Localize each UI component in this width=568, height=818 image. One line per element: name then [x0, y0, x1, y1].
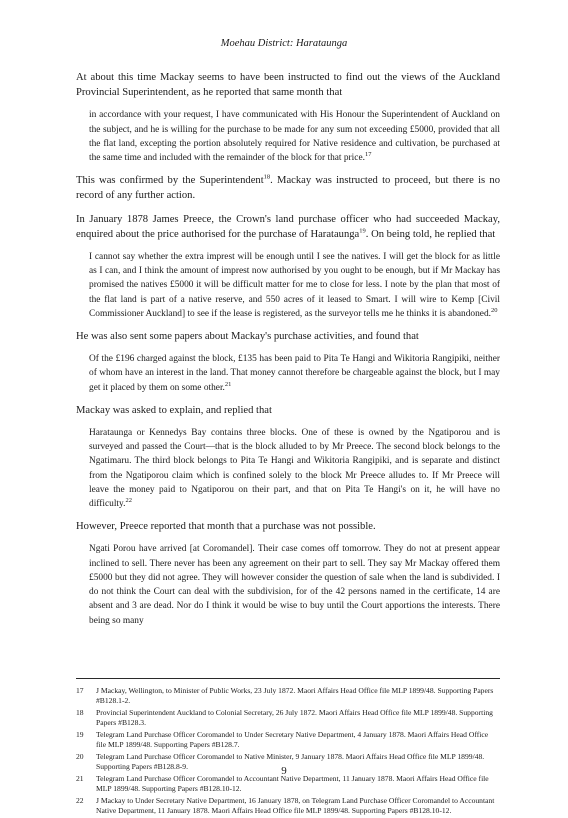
footnote-number: 22	[76, 796, 84, 805]
footnote-ref[interactable]: 20	[491, 306, 498, 314]
block-text: I cannot say whether the extra imprest will be enough until I see the natives. I will get the block for as little as I can, and I think the amount of imprest now authorised by you ought to be enough, but if Mr Mackay has promised the natives £5000 it will be difficult matter for me to close for less. I note by the plan that most of the flat land is part of a native reserve, and 550 acres of it leased to Smart. I will wire to Kemp [Civil Commissioner Auckland] to see if the lease is registered, as the surveyor tells me he thinks it is abandoned.	[89, 252, 500, 319]
footnote-text: Provincial Superintendent Auckland to Colonial Secretary, 26 July 1872. Maori Affairs Head Office file MLP 1899/48. Supporting Papers #B128.3.	[96, 708, 493, 727]
block-quote	[89, 108, 500, 165]
footnotes	[76, 686, 500, 818]
footnote-text: Telegram Land Purchase Officer Coromandel to Native Minister, 9 January 1878. Maori Affairs Head Office file MLP 1899/48. Supporting Papers #B128.8-9.	[96, 752, 485, 771]
footnote-text: J Mackay to Under Secretary Native Department, 16 January 1878, on Telegram Land Purchase Officer Coromandel to Accountant Native Department, 11 January 1878. Maori Affairs Head Office file MLP 1899/48. Supporting Papers #B128.10-12.	[96, 796, 495, 815]
footnote-number: 19	[76, 730, 84, 739]
block-text: in accordance with your request, I have communicated with His Honour the Superintendent of Auckland on the subject, and he is willing for the purchase to be made for any sum not exceeding £5000, provided that all the flat land, excepting the portion absolutely required for Native residence and cultivation, be purchased at the same time and included with the remainder of the block for that price.	[89, 110, 500, 164]
footnote	[76, 774, 500, 794]
footnote-ref[interactable]: 19	[359, 227, 366, 235]
block-text: In January 1878 James Preece, the Crown's land purchase officer who had succeeded Mackay, enquired about the price authorised for the purchase of Harataunga	[76, 213, 500, 240]
footnote-text: Telegram Land Purchase Officer Coromandel to Accountant Native Department, 11 January 1878. Maori Affairs Head Office file MLP 1899/48. Supporting Papers #B128.10-12.	[96, 774, 489, 793]
footnote-number: 17	[76, 686, 84, 695]
running-header: Moehau District: Harataunga	[220, 38, 348, 49]
footnote	[76, 686, 500, 706]
footnote	[76, 708, 500, 728]
footnote-number: 21	[76, 774, 84, 783]
footnote-ref[interactable]: 21	[224, 380, 232, 388]
footnote-text: J Mackay, Wellington, to Minister of Public Works, 23 July 1872. Maori Affairs Head Office file MLP 1899/48. Supporting Papers #B128.1-2.	[96, 686, 494, 705]
block-quote	[89, 542, 500, 627]
block-quote	[89, 426, 500, 511]
block-text: Harataunga or Kennedys Bay contains three blocks. One of these is owned by the Ngatiporou and is surveyed and passed the Court—that is the block alluded to by Mr Preece. The second block belongs to the Ngatimaru. The third block belongs to Pita Te Hangi and Wikitoria Rangipiki, and is separate and distinct from the Ngatiporou claim which is confined solely to the block Mr Preece alludes to. If Mr Preece will leave the money paid to Ngatiporou on their part, and that on Pita Te Hangi's on it, he will have no difficulty.	[89, 428, 500, 510]
paragraph	[76, 212, 500, 242]
footnote-ref[interactable]: 17	[364, 150, 372, 158]
block-quote	[89, 352, 500, 395]
block-text: He was also sent some papers about Mackay's purchase activities, and found that	[76, 331, 419, 343]
block-quote	[89, 250, 500, 321]
block-text: At about this time Mackay seems to have been instructed to find out the views of the Auckland Provincial Superintendent, as he reported that same month that	[76, 72, 500, 99]
block-text: Mackay was asked to explain, and replied that	[76, 404, 272, 416]
footnote-number: 18	[76, 708, 84, 717]
block-text: Ngati Porou have arrived [at Coromandel]. Their case comes off tomorrow. They do not at present appear inclined to sell. There never has been any agreement on their part to sell. They say Mr Mackay offered them £5000 but they did not agree. They will however consider the question of sale when the land is subdivided. I do not think the Court can deal with the subdivision, for of the 42 persons named in the certificate, 14 are absent and 3 are dead. Nor do I think it would be wise to buy until the Court apportions the interests. There being so many	[89, 544, 500, 626]
paragraph	[76, 519, 500, 534]
footnote-text: Telegram Land Purchase Officer Coromandel to Under Secretary Native Department, 4 January 1878. Maori Affairs Head Office file MLP 1899/48. Supporting Papers #B128.7.	[96, 730, 489, 749]
block-text-after: . On being told, he replied that	[365, 228, 496, 240]
footnote-number: 20	[76, 752, 84, 761]
block-text: This was confirmed by the Superintendent	[76, 175, 264, 187]
page-number: 9	[281, 765, 287, 777]
body-text	[76, 70, 500, 636]
paragraph	[76, 403, 500, 418]
footnote-ref[interactable]: 22	[125, 496, 132, 504]
paragraph	[76, 173, 500, 203]
block-text: Of the £196 charged against the block, £135 has been paid to Pita Te Hangi and Wikitoria Rangipiki, neither of whom have an interest in the land. That money cannot therefore be chargeable against the block, but I may get it placed by them on some other.	[89, 354, 500, 393]
paragraph	[76, 70, 500, 100]
footnote	[76, 730, 500, 750]
block-text: However, Preece reported that month that a purchase was not possible.	[76, 521, 376, 533]
footnote	[76, 796, 500, 816]
block-text-after: . Mackay was instructed to proceed, but there is no record of any further action.	[76, 175, 500, 202]
paragraph	[76, 329, 500, 344]
footnote-ref[interactable]: 18	[263, 173, 271, 181]
footnote-divider	[76, 678, 500, 679]
